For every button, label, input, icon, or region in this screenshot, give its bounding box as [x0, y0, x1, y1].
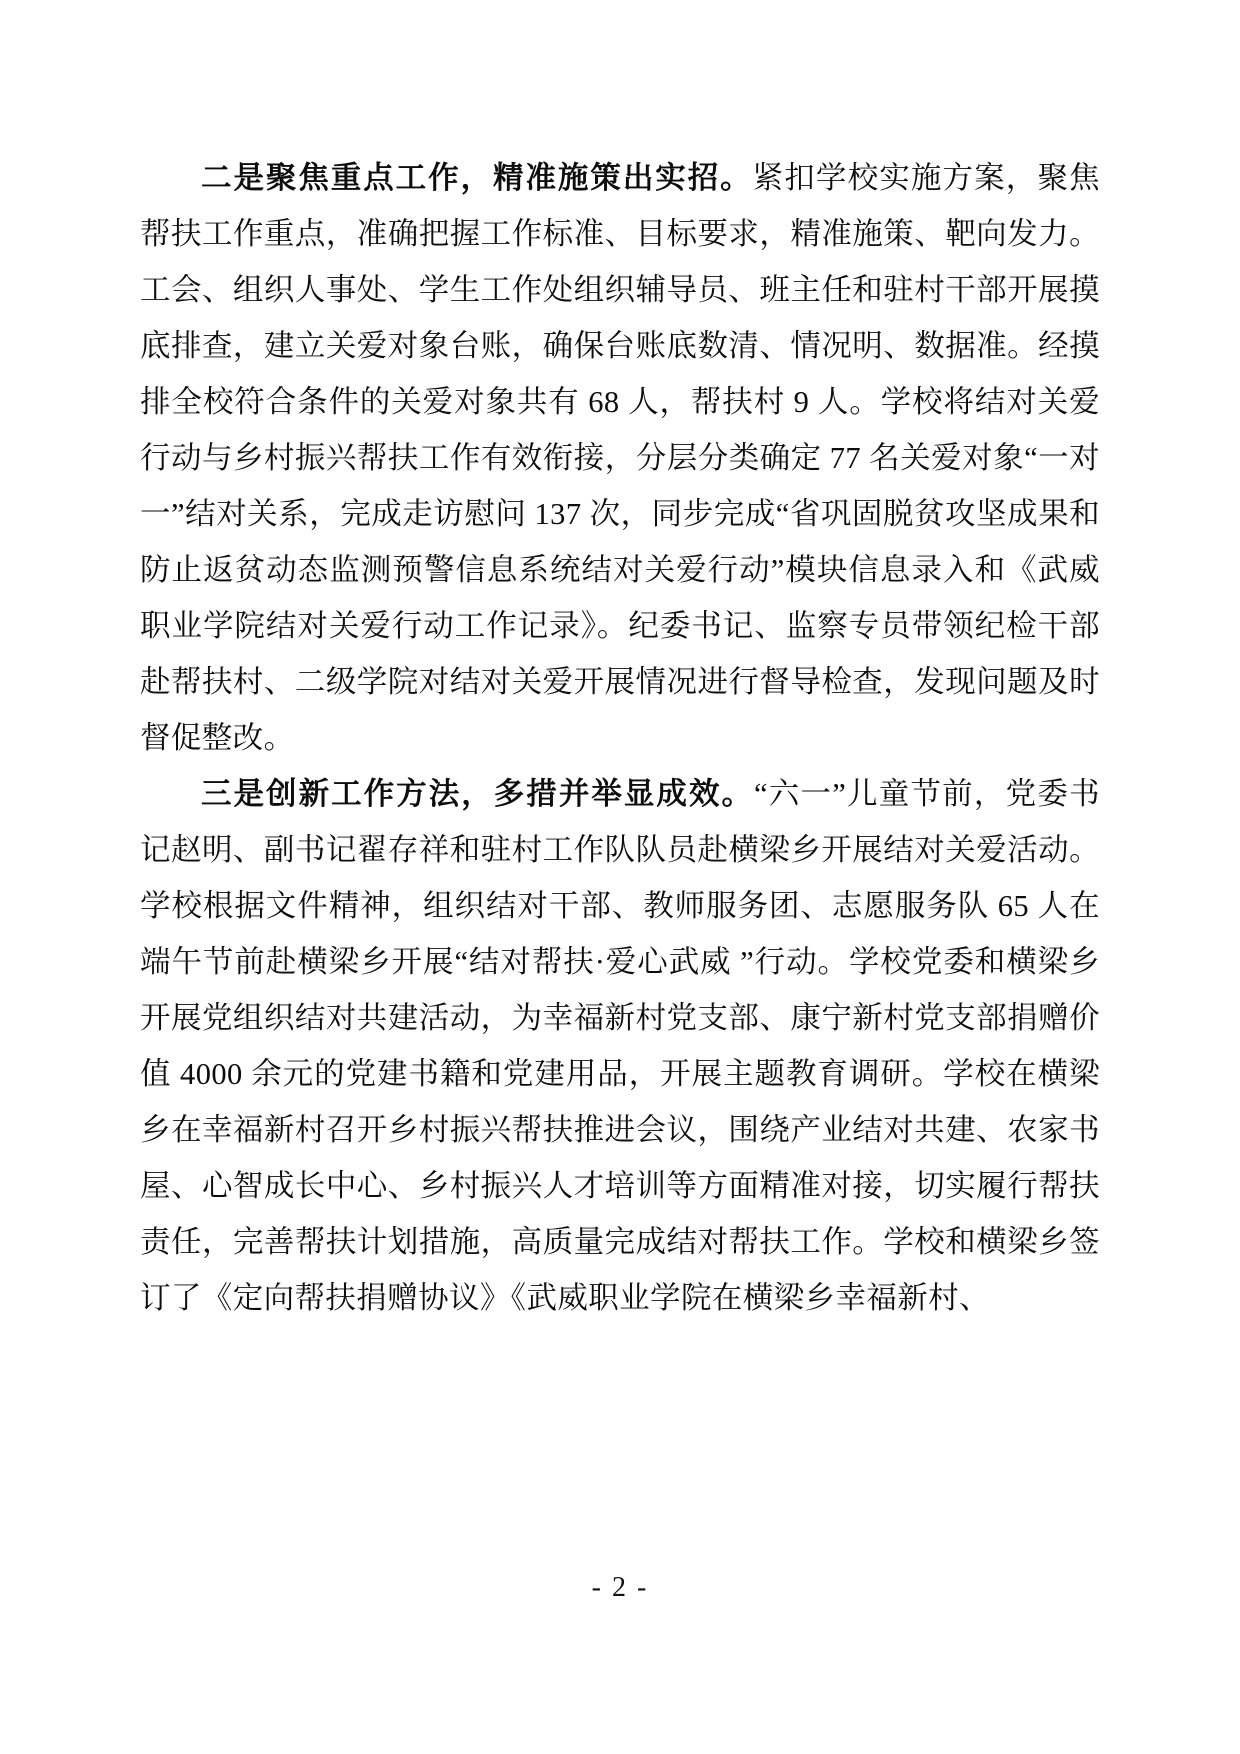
paragraph-1-body: 紧扣学校实施方案，聚焦帮扶工作重点，准确把握工作标准、目标要求，精准施策、靶向发力。工会、组织人事处、学生工作处组织辅导员、班主任和驻村干部开展摸底排查，建立关爱对象台账，确保台账底数清、情况明、数据准。经摸排全校符合条件的关爱对象共有 68 人，帮扶村 9 人。学校将结对关爱行动与乡村振兴帮扶工作有效衔接，分层分类确定 77 名关爱对象“一对一”结对关系，完成走访慰问 137 次，同步完成“省巩固脱贫攻坚成果和防止返贫动态监测预警信息系统结对关爱行动”模块信息录入和《武威职业学院结对关爱行动工作记录》。纪委书记、监察专员带领纪检干部赴帮扶村、二级学院对结对关爱开展情况进行督导检查，发现问题及时督促整改。 — [140, 161, 1101, 755]
page-number: - 2 - — [591, 1572, 649, 1603]
paragraph-2-body: “六一”儿童节前，党委书记赵明、副书记翟存祥和驻村工作队队员赴横梁乡开展结对关爱活动。学校根据文件精神，组织结对干部、教师服务团、志愿服务队 65 人在端午节前赴横梁乡开展“结对帮扶·爱心武威 ”行动。学校党委和横梁乡开展党组织结对共建活动，为幸福新村党支部、康宁新村党支部捐赠价值 4000 余元的党建书籍和党建用品，开展主题教育调研。学校在横梁乡在幸福新村召开乡村振兴帮扶推进会议，围绕产业结对共建、农家书屋、心智成长中心、乡村振兴人才培训等方面精准对接，切实履行帮扶责任，完善帮扶计划措施，高质量完成结对帮扶工作。学校和横梁乡签订了《定向帮扶捐赠协议》《武威职业学院在横梁乡幸福新村、 — [140, 777, 1100, 1315]
paragraph-1-lead: 二是聚焦重点工作，精准施策出实招。 — [201, 161, 753, 195]
page-body — [140, 150, 1100, 1326]
paragraph-2 — [140, 766, 1100, 1326]
paragraph-2-lead: 三是创新工作方法，多措并举显成效。 — [201, 777, 754, 811]
paragraph-1 — [140, 150, 1100, 766]
